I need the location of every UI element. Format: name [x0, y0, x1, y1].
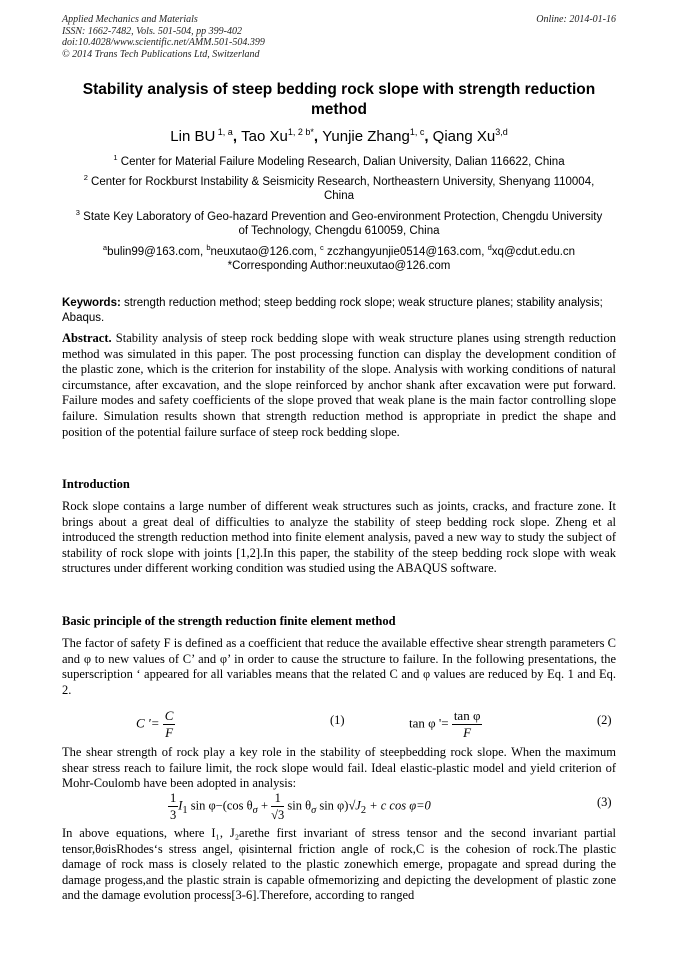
affiliation-mark: 1 [113, 153, 118, 162]
author-name: Tao Xu [241, 128, 288, 145]
author-affiliation-mark: 3,d [495, 127, 508, 137]
equation-2 [409, 708, 482, 741]
keywords [62, 296, 616, 325]
fraction [271, 790, 284, 823]
equation-subscript: 1 [182, 804, 188, 816]
email-mark: d [487, 243, 492, 252]
author-emails [70, 241, 608, 274]
fraction-denominator: 3 [170, 808, 177, 822]
equation-subscript: σ [252, 804, 258, 816]
email-link[interactable]: xq@cdut.edu.cn [491, 245, 576, 258]
equation-lhs: C '= [136, 715, 160, 731]
author-name: Lin BU [170, 128, 216, 145]
abstract [62, 331, 616, 440]
author-separator: , [313, 128, 323, 145]
email-link[interactable]: neuxutao@126.com, [210, 245, 321, 258]
equation-term: + [257, 798, 272, 813]
affiliation-mark: 2 [83, 173, 88, 182]
author-affiliation-mark: 1, c [409, 127, 425, 137]
doi: doi:10.4028/www.scientific.net/AMM.501-504.399 [62, 37, 265, 48]
section-heading-introduction: Introduction [62, 477, 130, 491]
fraction-numerator: 1 [170, 791, 177, 805]
fraction-denominator: √3 [271, 808, 285, 822]
equation-subscript: 2 [360, 804, 367, 816]
author-affiliation-mark: 1, a [215, 127, 233, 137]
fraction-denominator: F [463, 725, 472, 740]
affiliation-text: State Key Laboratory of Geo-hazard Prevention and Geo-environment Protection, Chengdu University of Technology, Chengdu 610059, China [79, 210, 603, 238]
journal-header [62, 14, 265, 60]
email-link[interactable]: bulin99@163.com, [107, 245, 207, 258]
online-date: Online: 2014-01-16 [536, 14, 616, 25]
equation-term: sin φ) [316, 798, 349, 813]
affiliation-mark: 3 [75, 208, 80, 217]
affiliation-1 [70, 151, 608, 169]
equation-term: √J [348, 798, 361, 813]
copyright: © 2014 Trans Tech Publications Ltd, Switzerland [62, 48, 260, 60]
author-name: Yunjie Zhang [322, 128, 410, 145]
abstract-label: Abstract. [62, 331, 112, 345]
equation-term: sin θ [284, 798, 312, 813]
corresponding-author: *Corresponding Author:neuxutao@126.com [227, 260, 451, 273]
affiliation-2 [70, 171, 608, 204]
equation-term: + c cos φ=0 [366, 798, 431, 813]
keywords-text: strength reduction method; steep bedding rock slope; weak structure planes; stability analysis; Abaqus. [62, 297, 603, 324]
equation-number-2: (2) [597, 713, 612, 727]
equation-3 [168, 790, 431, 823]
keywords-label: Keywords: [62, 297, 121, 309]
introduction-paragraph: Rock slope contains a large number of different weak structures such as joints, cracks, and fracture zone. It brings about a great deal of difficulties to analyze the stability of steep bedding rock slope. Zheng et al introduced the strength reduction method into finite element analysis, paved a new way to study the subject of stability of rock slope with joints [1,2].In this paper, the stability of the steep bedding rock slope with weak structures under different working condition was studied using the ABAQUS software. [62, 499, 616, 576]
fraction [452, 708, 483, 741]
journal-name: Applied Mechanics and Materials [62, 14, 198, 25]
author-separator: , [232, 128, 242, 145]
equation-1 [136, 708, 175, 741]
fraction-denominator: F [165, 725, 174, 740]
author-separator: , [424, 128, 433, 145]
fraction-numerator: 1 [271, 790, 284, 807]
fraction-numerator: tan φ [453, 708, 481, 723]
fraction [163, 708, 176, 741]
equation-term: I [178, 798, 183, 813]
principle-paragraph-2: The shear strength of rock play a key role in the stability of steepbedding rock slope. When the maximum shear stress reach to failure limit, the rock slope would fail. Ideal elastic-plastic model and yield criterion of Mohr-Coulomb have been adopted in analysis: [62, 745, 616, 791]
abstract-text: Stability analysis of steep rock bedding slope with weak structure planes using strength reduction method was simulated in this paper. The post processing function can display the development condition of the plastic zone, which is the criterion for instability of the slope. Analysis with working conditions of natural circumstance, after excavation, and the slope reinforced by anchor shank after excavation were put forward. Failure modes and safety coefficients of the slope proved that weak plane is the main factor controlling slope failure. Simulation results shown that strength reduction method is appropriate in predict the shape and position of the potential failure surface of steep rock bedding slope. [62, 331, 616, 439]
principle-paragraph-1: The factor of safety F is defined as a coefficient that reduce the available effective shear strength parameters C and φ to new values of C’ and φ’ in order to cause the structure to failure. In the following presentations, the superscription ‘ appeared for all variables means that the related C and φ values are reduced by Eq. 1 and Eq. 2. [62, 636, 616, 697]
issn: ISSN: 1662-7482, Vols. 501-504, pp 399-402 [62, 25, 242, 37]
email-link[interactable]: zczhangyunjie0514@163.com, [323, 245, 488, 258]
author-name: Qiang Xu [432, 128, 496, 145]
equation-subscript: σ [311, 804, 317, 816]
author-affiliation-mark: 1, 2 b* [287, 127, 314, 137]
affiliation-3 [70, 206, 608, 239]
author-list [62, 123, 616, 146]
equation-number-1: (1) [330, 713, 345, 727]
principle-paragraph-3: In above equations, where I₁, J₂arethe first invariant of stress tensor and the second invariant partial tensor,θσisRhodes‘s stress angel, φisinternal friction angle of rock,C is the cohesion of rock.The plastic damage of rock mass is closely related to the plastic zonewhich emerge, propagate and spread during the damage progess,and the plastic strain is capable ofmemorizing and depicting the development of plastic zone and the damage evolution process[3-6].Therefore, according to ranged [62, 826, 616, 903]
fraction [168, 790, 178, 823]
affiliation-text: Center for Material Failure Modeling Research, Dalian University, Dalian 116622, China [117, 155, 565, 168]
affiliation-text: Center for Rockburst Instability & Seismicity Research, Northeastern University, Shenyang 110004, China [87, 175, 595, 203]
email-mark: c [320, 243, 324, 252]
equation-number-3: (3) [597, 795, 612, 809]
equation-term: sin φ−(cos θ [187, 798, 253, 813]
paper-title: Stability analysis of steep bedding rock slope with strength reduction method [82, 81, 596, 118]
email-mark: b [206, 243, 211, 252]
email-mark: a [102, 243, 108, 252]
equation-lhs: tan φ '= [409, 715, 449, 731]
section-heading-principle: Basic principle of the strength reduction finite element method [62, 614, 396, 628]
fraction-numerator: C [164, 708, 174, 723]
